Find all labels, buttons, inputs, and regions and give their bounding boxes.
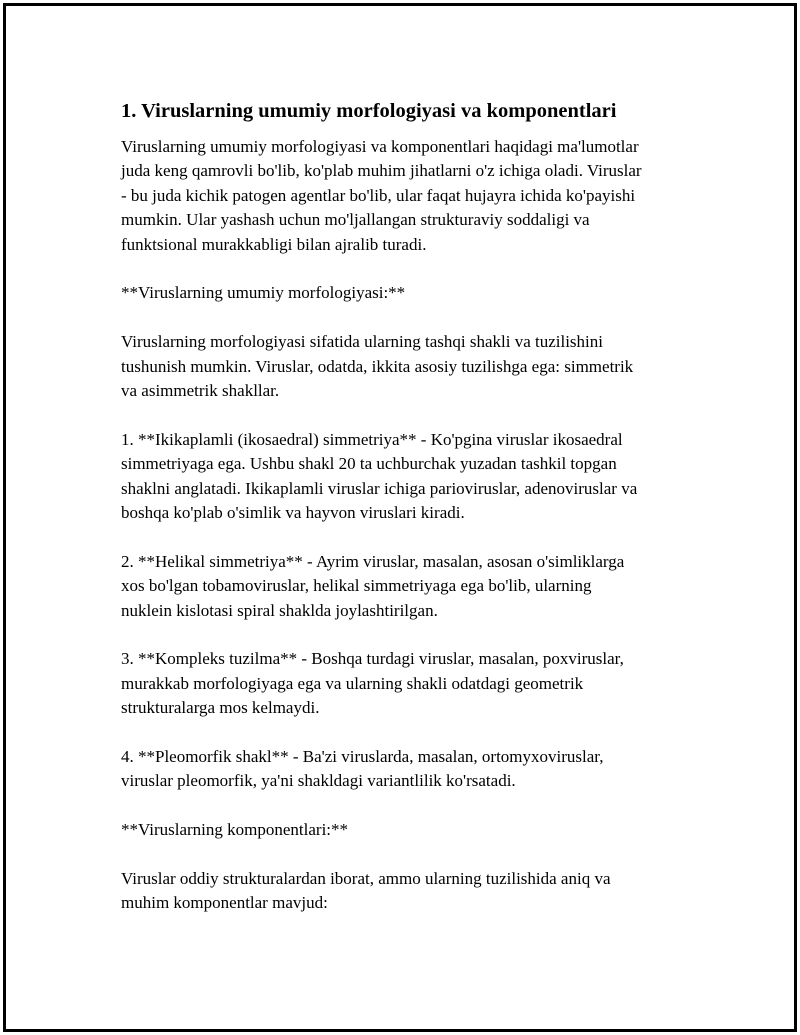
paragraph xyxy=(121,330,701,403)
text-line: murakkab morfologiyaga ega va ularning shakli odatdagi geometrik xyxy=(121,673,584,693)
text-line: juda keng qamrovli bo'lib, ko'plab muhim jihatlarni o'z ichiga oladi. Viruslar xyxy=(121,161,642,181)
text-line: Viruslarning umumiy morfologiyasi va komponentlari haqidagi ma'lumotlar xyxy=(121,137,639,156)
paragraph xyxy=(121,867,701,916)
text-line: **Viruslarning komponentlari:** xyxy=(121,820,349,840)
paragraph xyxy=(121,550,701,623)
text-line: va asimmetrik shakllar. xyxy=(121,381,280,401)
text-line: Viruslarning morfologiyasi sifatida ularning tashqi shakli va tuzilishini xyxy=(121,332,603,352)
text-line: muhim komponentlar mavjud: xyxy=(121,893,328,913)
paragraph xyxy=(121,135,701,257)
text-line: simmetriyaga ega. Ushbu shakl 20 ta uchburchak yuzadan tashkil topgan xyxy=(121,454,617,474)
text-line: viruslar pleomorfik, ya'ni shakldagi variantlilik ko'rsatadi. xyxy=(121,771,516,791)
paragraph xyxy=(121,818,701,842)
paragraph xyxy=(121,647,701,720)
text-line: mumkin. Ular yashash uchun mo'ljallangan strukturaviy soddaligi va xyxy=(121,210,590,230)
text-line: nuklein kislotasi spiral shaklda joylashtirilgan. xyxy=(121,600,438,620)
text-line: 4. **Pleomorfik shakl** - Ba'zi viruslarda, masalan, ortomyxoviruslar, xyxy=(121,747,604,767)
text-line: 3. **Kompleks tuzilma** - Boshqa turdagi viruslar, masalan, poxviruslar, xyxy=(121,649,624,669)
text-line: strukturalarga mos kelmaydi. xyxy=(121,698,320,718)
paragraph xyxy=(121,281,701,305)
text-line: **Viruslarning umumiy morfologiyasi:** xyxy=(121,283,406,303)
text-line: 1. **Ikikaplamli (ikosaedral) simmetriya** - Ko'pgina viruslar ikosaedral xyxy=(121,429,623,449)
text-line: shaklni anglatadi. Ikikaplamli viruslar ichiga parioviruslar, adenoviruslar va xyxy=(121,478,638,498)
text-line: tushunish mumkin. Viruslar, odatda, ikkita asosiy tuzilishga ega: simmetrik xyxy=(121,356,634,376)
text-line: - bu juda kichik patogen agentlar bo'lib, ular faqat hujayra ichida ko'payishi xyxy=(121,185,636,205)
text-line: xos bo'lgan tobamoviruslar, helikal simmetriyaga ega bo'lib, ularning xyxy=(121,576,592,596)
page-frame xyxy=(3,3,797,1032)
text-line: funktsional murakkabligi bilan ajralib turadi. xyxy=(121,234,427,254)
document-body xyxy=(121,99,701,940)
paragraph xyxy=(121,745,701,794)
text-line: boshqa ko'plab o'simlik va hayvon viruslari kiradi. xyxy=(121,503,465,523)
text-line: Viruslar oddiy strukturalardan iborat, ammo ularning tuzilishida aniq va xyxy=(121,869,611,889)
document-title: 1. Viruslarning umumiy morfologiyasi va komponentlari xyxy=(121,100,617,122)
text-line: 2. **Helikal simmetriya** - Ayrim viruslar, masalan, asosan o'simliklarga xyxy=(121,551,625,571)
paragraph xyxy=(121,428,701,526)
paragraph-list xyxy=(121,135,701,916)
